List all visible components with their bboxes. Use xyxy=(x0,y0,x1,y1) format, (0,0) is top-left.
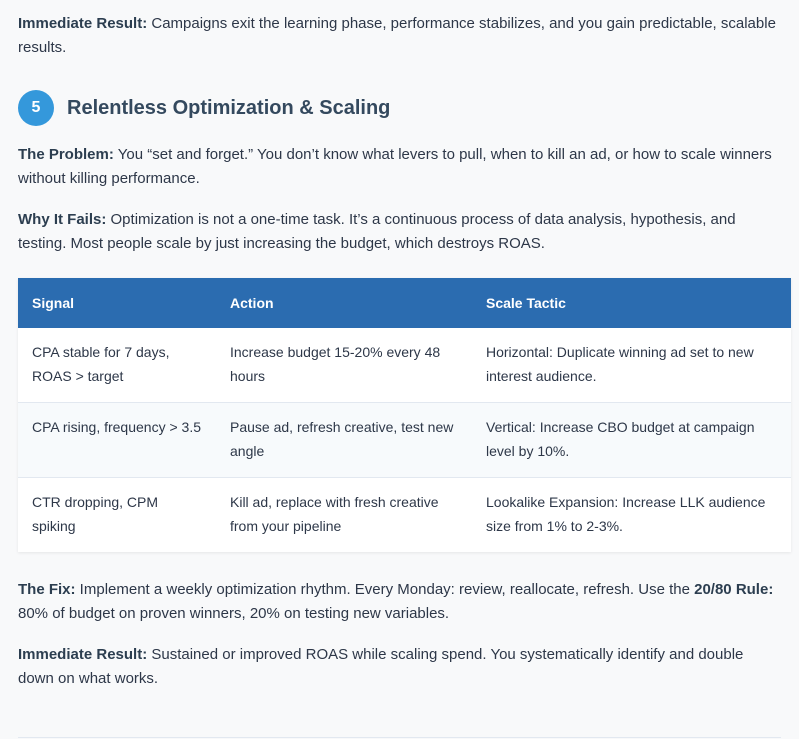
previous-immediate-result xyxy=(18,0,781,60)
fix-text: Implement a weekly optimization rhythm. Every Monday: review, reallocate, refresh. Use the xyxy=(75,581,695,598)
fix-paragraph xyxy=(18,578,781,626)
signal-cell: CPA rising, frequency > 3.5 xyxy=(32,419,201,435)
rule-label: 20/80 Rule: xyxy=(694,581,774,598)
signal-cell: CPA stable for 7 days, ROAS > target xyxy=(32,344,170,384)
result-label: Immediate Result: xyxy=(18,646,148,663)
table-row xyxy=(18,478,791,553)
section-divider xyxy=(18,737,781,738)
why-fails-text: Optimization is not a one-time task. It’s a continuous process of data analysis, hypothesis, and testing. Most people scale by just increasing the budget, which destroys ROAS. xyxy=(18,211,736,252)
scale-tactic-cell: Vertical: Increase CBO budget at campaign level by 10%. xyxy=(486,419,755,459)
table-row xyxy=(18,328,791,403)
step-number-badge: 5 xyxy=(18,90,54,126)
optimization-table xyxy=(18,278,791,552)
fix-rule-text: 80% of budget on proven winners, 20% on testing new variables. xyxy=(18,605,450,622)
section-title: Relentless Optimization & Scaling xyxy=(67,96,391,119)
result-label: Immediate Result: xyxy=(18,15,148,32)
action-cell: Increase budget 15-20% every 48 hours xyxy=(230,344,441,384)
result-text: Sustained or improved ROAS while scaling spend. You systematically identify and double down on what works. xyxy=(18,646,744,687)
result-text: Campaigns exit the learning phase, performance stabilizes, and you gain predictable, scalable results. xyxy=(18,15,776,56)
why-fails-paragraph xyxy=(18,208,781,256)
signal-cell: CTR dropping, CPM spiking xyxy=(32,494,159,534)
table-header-row xyxy=(18,278,791,328)
header-scale-tactic: Scale Tactic xyxy=(472,278,791,328)
immediate-result-paragraph xyxy=(18,643,781,691)
action-cell: Kill ad, replace with fresh creative from your pipeline xyxy=(230,494,439,534)
action-cell: Pause ad, refresh creative, test new angle xyxy=(230,419,454,459)
scale-tactic-cell: Horizontal: Duplicate winning ad set to new interest audience. xyxy=(486,344,754,384)
header-signal: Signal xyxy=(18,278,216,328)
problem-label: The Problem: xyxy=(18,146,114,163)
why-fails-label: Why It Fails: xyxy=(18,211,107,228)
problem-paragraph xyxy=(18,143,781,191)
problem-text: You “set and forget.” You don’t know what levers to pull, when to kill an ad, or how to scale winners without killing performance. xyxy=(18,146,772,187)
table-row xyxy=(18,403,791,478)
scale-tactic-cell: Lookalike Expansion: Increase LLK audience size from 1% to 2-3%. xyxy=(486,494,766,534)
fix-label: The Fix: xyxy=(18,581,76,598)
header-action: Action xyxy=(216,278,472,328)
section-header xyxy=(18,90,781,126)
